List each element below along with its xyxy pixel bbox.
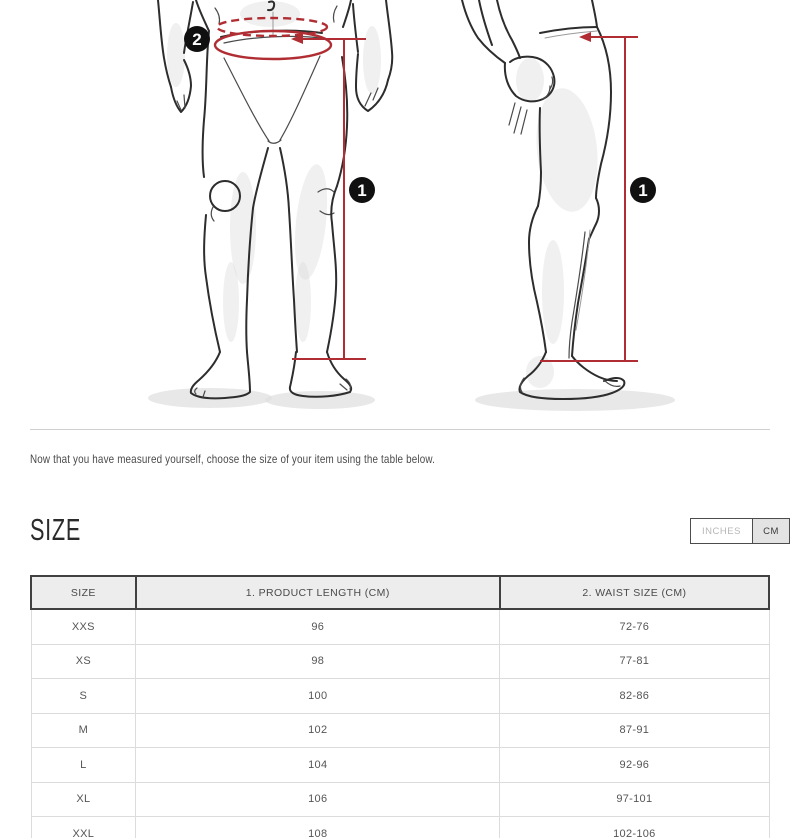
waist-cell: 77-81 — [500, 644, 769, 679]
size-table-header-length: 1. PRODUCT LENGTH (CM) — [136, 576, 500, 609]
intro-text: Now that you have measured yourself, choose the size of your item using the table below. — [30, 452, 435, 466]
size-cell: XL — [31, 782, 136, 817]
size-cell: XXL — [31, 817, 136, 838]
size-table — [30, 575, 770, 838]
length-cell: 96 — [136, 609, 500, 644]
size-table-header-row — [31, 576, 769, 609]
length-cell: 106 — [136, 782, 500, 817]
length-cell: 108 — [136, 817, 500, 838]
waist-cell: 97-101 — [500, 782, 769, 817]
waist-cell: 82-86 — [500, 679, 769, 714]
foot-shadow — [475, 389, 675, 411]
marker-waist-front — [184, 26, 210, 52]
waist-cell: 87-91 — [500, 713, 769, 748]
marker-length-number: 1 — [357, 181, 367, 200]
unit-toggle-inches[interactable]: INCHES — [691, 519, 752, 543]
size-cell: L — [31, 748, 136, 783]
length-cell: 100 — [136, 679, 500, 714]
table-row — [31, 748, 769, 783]
length-cell: 102 — [136, 713, 500, 748]
waist-cell: 72-76 — [500, 609, 769, 644]
size-cell: S — [31, 679, 136, 714]
page-title: SIZE — [30, 512, 82, 547]
table-row — [31, 644, 769, 679]
waist-arrow-icon — [579, 32, 591, 42]
size-cell: XS — [31, 644, 136, 679]
side-view-figure — [462, 0, 624, 399]
waist-cell: 102-106 — [500, 817, 769, 838]
table-row — [31, 817, 769, 838]
table-row — [31, 713, 769, 748]
size-table-header-size: SIZE — [31, 576, 136, 609]
marker-length-side — [630, 177, 656, 203]
length-cell: 104 — [136, 748, 500, 783]
table-row — [31, 679, 769, 714]
marker-length-front — [349, 177, 375, 203]
size-cell: XXS — [31, 609, 136, 644]
waist-cell: 92-96 — [500, 748, 769, 783]
marker-length-number: 1 — [638, 181, 648, 200]
table-row — [31, 782, 769, 817]
table-row — [31, 609, 769, 644]
size-cell: M — [31, 713, 136, 748]
section-divider — [30, 429, 770, 430]
foot-shadow — [265, 391, 375, 409]
unit-toggle — [690, 518, 790, 544]
marker-waist-number: 2 — [192, 30, 202, 49]
size-table-header-waist: 2. WAIST SIZE (CM) — [500, 576, 769, 609]
unit-toggle-cm[interactable]: CM — [752, 519, 789, 543]
length-cell: 98 — [136, 644, 500, 679]
